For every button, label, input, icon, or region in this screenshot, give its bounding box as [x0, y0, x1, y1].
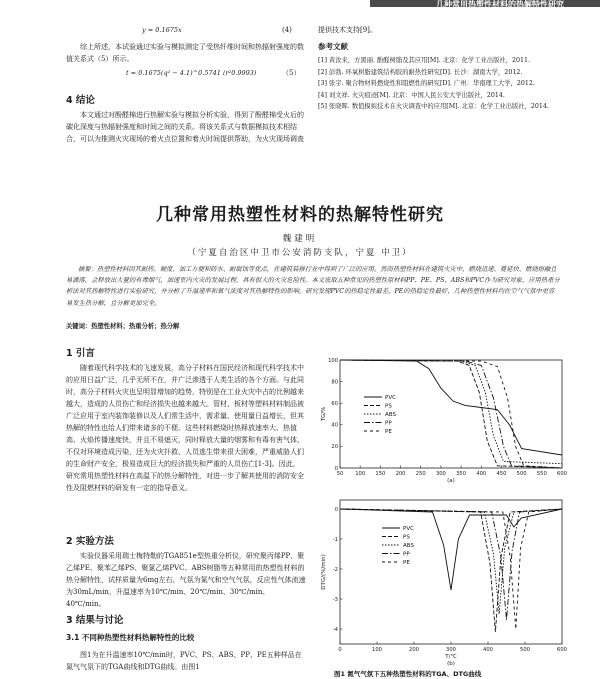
plot-frame	[340, 500, 562, 644]
series-line-pvc	[340, 509, 562, 590]
x-tick-label: 600	[557, 647, 567, 653]
x-axis-label: T/℃	[445, 654, 457, 660]
x-tick-label: 500	[520, 647, 530, 653]
x-tick-label: 0	[338, 647, 342, 653]
legend-label-abs: ABS	[403, 543, 414, 549]
chart-title: (b)	[447, 661, 455, 667]
reference-item: [3] 张宇. 聚合物材料燃烧性和阻燃性的研究[D]. 广州：华南理工大学，2012.	[318, 80, 535, 88]
figure-caption: 图1 氮气气氛下五种热塑性材料的TGA、DTG曲线	[334, 670, 482, 678]
legend-label-ps: PS	[385, 403, 392, 410]
y-tick-label: 0	[334, 465, 338, 472]
author: 魏建明	[282, 234, 318, 244]
x-tick-label: 200	[409, 647, 419, 653]
x-tick-label: 500	[516, 471, 527, 477]
equation-5-number: （5）	[282, 69, 301, 77]
legend-label-pe: PE	[385, 429, 392, 435]
y-axis-label: TG/%	[321, 406, 327, 422]
reference-item: [4] 刘文祥. 火灾痕迹[M]. 北京：中国人民公安大学出版社，2014.	[318, 91, 505, 99]
section-3-1-heading: 3.1 不同种热塑性材料热解特性的比较	[66, 633, 195, 642]
x-tick-label: 400	[483, 647, 493, 653]
x-tick-label: 300	[435, 471, 446, 477]
series-line-abs	[340, 509, 562, 614]
section-1-heading: 1 引言	[66, 348, 95, 359]
x-tick-label: 50	[336, 471, 344, 477]
running-header	[0, 0, 600, 11]
x-tick-label: 150	[375, 471, 386, 477]
y-axis-label: DTG/(%/min)	[321, 554, 327, 590]
article-title: 几种常用热塑性材料的热解特性研究	[156, 205, 444, 225]
legend-label-pp: PP	[403, 551, 410, 558]
running-title: 几种常用热塑性材料的热解特性研究	[436, 0, 564, 9]
methods-paragraph: 实验仪器采用瑞士梅特勒的TGA851e型热重分析仪，研究聚丙烯PP、聚乙烯PE、聚苯乙烯PS、聚氯乙烯PVC、ABS树脂等五种常用的热塑性材料的热分解特性，试样质量为6mg左右，气氛为氮气和空气气氛，反应性气体流速为30mL/min，升温速率为10℃/min、20℃/min、30℃/min、40℃/min。	[66, 552, 306, 608]
chart-title: (a)	[447, 478, 455, 484]
introduction-paragraph: 随着现代科学技术的飞速发展，高分子材料在国民经济和现代科学技术中的应用日益广泛，几乎无所不在，并广泛渗透于人类生活的各个方面。与此同时，高分子材料火灾也呈明显增加的趋势，特别是在工业火灾中占的比例越来越大，造成的人员伤亡和经济损失也越来越大。管材、板材等塑料材料制品被广泛应用于室内装饰装修以及人们常生活中，需求量、使用量日益增长，但其热解的特性也给人们带来诸多的不便。这些材料燃烧时热释放速率大、热值高、火焰传播速度快，并且不易熄灭，同时释放大量的烟雾和有毒有害气体，不仅对环境造成污染，还为火灾扑救、人员逃生带来很大困难，严重威胁人们的生命财产安全，极易造成巨大的经济损失和严重的人员伤亡[1-3]。因此，研究常用热塑性材料在高温下的热分解特性，对进一步了解其使用的消防安全性及阻燃材料的研发有一定的指导意义。	[66, 364, 304, 492]
tga-chart	[318, 352, 568, 490]
legend-label-abs: ABS	[385, 412, 396, 418]
paragraph-summary: 综上所述，本试验通过实验与模拟测定了受热纤维时间和热辐射强度的数值关系式（5）所示。	[66, 43, 304, 63]
legend-label-pe: PE	[403, 560, 410, 566]
y-tick-label: -4	[332, 626, 338, 633]
results-paragraph: 图1为在升温速率10℃/min时，PVC、PS、ABS、PP、PE五种样品在氮气气氛下的TGA曲线和DTG曲线。由图1	[66, 651, 302, 671]
y-tick-label: 20	[331, 444, 338, 451]
dtg-chart	[318, 492, 568, 670]
x-tick-label: 250	[415, 471, 426, 477]
references-heading: 参考文献	[318, 42, 348, 51]
equation-5: t = 0.1675(q² − 4.1)^0.5741 (r²0.9993)	[126, 69, 257, 77]
series-line-pe	[340, 509, 562, 629]
affiliation: （宁夏自治区中卫市公安消防支队，宁夏 中卫）	[187, 248, 413, 258]
series-line-pvc	[340, 360, 562, 455]
legend-label-pvc: PVC	[385, 395, 396, 401]
reference-item: [5] 张晓晖. 数值模拟技术在火灾调查中的应用[M]. 北京：化学工业出版社，2014.	[318, 103, 549, 111]
y-tick-label: -2	[332, 566, 338, 573]
series-line-pp	[340, 509, 562, 620]
x-tick-label: 200	[395, 471, 406, 477]
x-tick-label: 300	[446, 647, 456, 653]
section-3-heading: 3 结果与讨论	[66, 615, 124, 626]
legend-label-pp: PP	[385, 420, 392, 427]
x-tick-label: 450	[496, 471, 507, 477]
x-tick-label: 350	[456, 471, 467, 477]
y-tick-label: 0	[334, 506, 338, 513]
lead-text: 提供技术支持[9]。	[318, 26, 377, 34]
x-tick-label: 100	[372, 647, 382, 653]
x-tick-label: 600	[557, 471, 567, 477]
y-tick-label: -3	[332, 596, 338, 603]
y-tick-label: -1	[332, 536, 338, 543]
x-tick-label: 400	[476, 471, 487, 477]
reference-item: [1] 黄汝来，方黑丽. 酚醛树脂及其应用[M]. 北京：化学工业出版社，2011.	[318, 57, 531, 64]
x-tick-label: 100	[355, 471, 366, 477]
legend-label-pvc: PVC	[403, 526, 414, 532]
abstract: 摘要：热塑性材料因其耐热、硬度、加工方便和防水、耐腐蚀等优点，在建筑装修行业中得到了广泛的应用。然而热塑性材料在建筑火灾中，燃烧迅速、蔓延快、燃烧熔融且易滴落，会释放出大量的有毒烟气，加速室内火灾的发展过程，具有很大的火灾危险性。本文选取五种常见的热塑性原材料PP、PE、PS、ABS和PVC作为研究对象，应用热重分析法对其热解特性进行实验研究，并分析了升温速率和氧气浓度对其热解特性的影响。研究发现PVC的热稳定性最差，PE的热稳定性最好，几种热塑性材料均在空气气氛中更容易发生热分解，且分解更加完全。	[66, 266, 560, 307]
reference-item: [2] 彭勃. 环氧树脂建筑结构胶的耐热性研究[D]. 长沙：湖南大学，2012.	[318, 68, 523, 76]
y-tick-label: 80	[331, 379, 338, 386]
x-tick-label: 550	[536, 471, 547, 477]
equation-4: y = 0.1675x	[142, 26, 182, 34]
series-line-ps	[340, 509, 562, 632]
conclusion-paragraph: 本文通过对酚醛棉进行热解实验与模拟分析实验，得到了酚醛棉受火后的碳化深度与热辐射强度和时间之间的关系。将该关系式与数据模拟技术相结合，可以为推测火灾现场的着火点位置和着火时间提供帮助，为火灾现场调查	[66, 111, 304, 143]
equation-4-number: (4)	[282, 26, 292, 34]
keywords: 关键词：热塑性材料；热重分析；热分解	[66, 323, 180, 330]
section-2-heading: 2 实验方法	[66, 536, 114, 547]
y-tick-label: 60	[331, 401, 338, 407]
legend-label-ps: PS	[403, 534, 410, 541]
y-tick-label: 100	[328, 357, 338, 364]
y-tick-label: 40	[331, 422, 338, 429]
section-4-heading: 4 结论	[66, 95, 95, 106]
references-list	[318, 55, 558, 113]
series-line-abs	[340, 360, 562, 464]
